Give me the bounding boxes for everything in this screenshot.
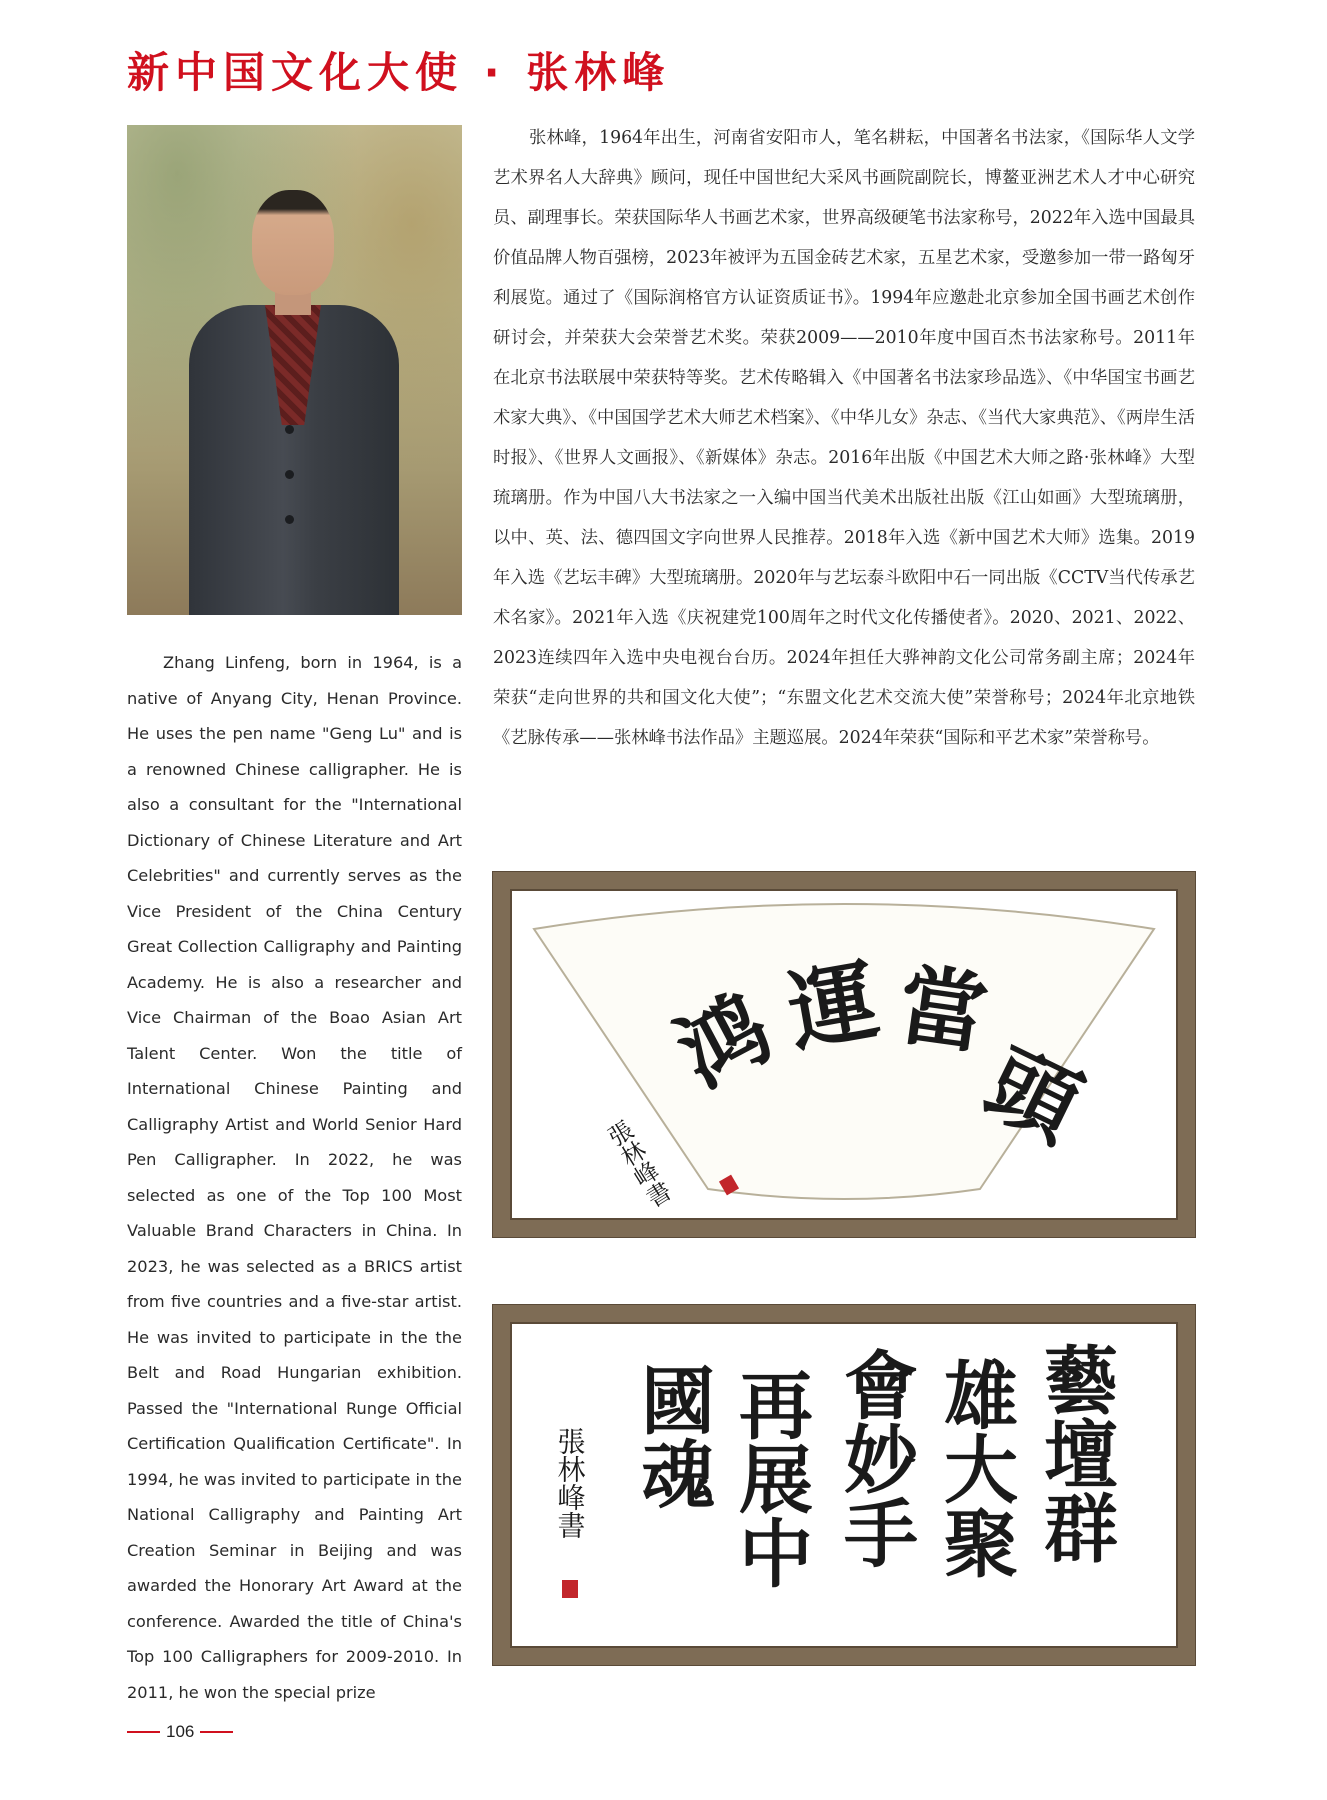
portrait-photo xyxy=(127,125,462,615)
scroll-calligraphy-artwork xyxy=(510,1322,1178,1648)
bio-chinese: 张林峰，1964年出生，河南省安阳市人，笔名耕耘，中国著名书法家，《国际华人文学艺术界名人大辞典》顾问，现任中国世纪大采风书画院副院长，博鳌亚洲艺术人才中心研究员、副理事长。荣获国际华人书画艺术家，世界高级硬笔书法家称号，2022年入选中国最具价值品牌人物百强榜，2023年被评为五国金砖艺术家，五星艺术家，受邀参加一带一路匈牙利展览。通过了《国际润格官方认证资质证书》。1994年应邀赴北京参加全国书画艺术创作研讨会，并荣获大会荣誉艺术奖。荣获2009——2010年度中国百杰书法家称号。2011年在北京书法联展中荣获特等奖。艺术传略辑入《中国著名书法家珍品选》、《中华国宝书画艺术家大典》、《中国国学艺术大师艺术档案》、《中华儿女》杂志、《当代大家典范》、《两岸生活时报》、《世界人文画报》、《新媒体》杂志。2016年出版《中国艺术大师之路·张林峰》大型琉璃册。作为中国八大书法家之一入编中国当代美术出版社出版《江山如画》大型琉璃册，以中、英、法、德四国文字向世界人民推荐。2018年入选《新中国艺术大师》选集。2019年入选《艺坛丰碑》大型琉璃册。2020年与艺坛泰斗欧阳中石一同出版《CCTV当代传承艺术名家》。2021年入选《庆祝建党100周年之时代文化传播使者》。2020、2021、2022、2023连续四年入选中央电视台台历。2024年担任大骅神韵文化公司常务副主席；2024年荣获“走向世界的共和国文化大使”；“东盟文化艺术交流大使”荣誉称号；2024年北京地铁《艺脉传承——张林峰书法作品》主题巡展。2024年荣获“国际和平艺术家”荣誉称号。 xyxy=(493,128,1195,748)
fan-character: 當 xyxy=(892,951,994,1068)
page-footer xyxy=(127,1722,233,1742)
bio-english: Zhang Linfeng, born in 1964, is a native of Anyang City, Henan Province. He uses the pen name "Geng Lu" and is a renowned Chinese calligrapher. He is also a consultant for the "International Dictionary of Chinese Literature and Art Celebrities" and currently serves as the Vice President of the China Century Great Collection Calligraphy and Painting Academy. He is also a researcher and Vice Chairman of the Boao Asian Art Talent Center. Won the title of International Chinese Painting and Calligraphy Artist and World Senior Hard Pen Calligrapher. In 2022, he was selected as one of the Top 100 Most Valuable Brand Characters in China. In 2023, he was selected as a BRICS artist from five countries and a five-star artist. He was invited to participate in the the Belt and Road Hungarian exhibition. Passed the "International Runge Official Certification Qualification Certificate". In 1994, he was invited to participate in the National Calligraphy and Painting Art Creation Seminar in Beijing and was awarded the Honorary Art Award at the conference. Awarded the title of China's Top 100 Calligraphers for 2009-2010. In 2011, he won the special prize xyxy=(127,653,462,1702)
page-title: 新中国文化大使 · 张林峰 xyxy=(127,48,671,97)
scroll-signature: 張林峰書 xyxy=(553,1427,587,1539)
footer-rule-right xyxy=(200,1731,233,1733)
scroll-column: 雄大聚 xyxy=(932,1357,1018,1579)
page-number: 106 xyxy=(166,1722,195,1741)
scroll-column: 藝壇群 xyxy=(1032,1342,1118,1564)
scroll-column: 再展中 xyxy=(727,1367,813,1589)
footer-rule-left xyxy=(127,1731,160,1733)
portrait-head xyxy=(252,190,334,295)
jacket-button xyxy=(285,515,294,524)
scroll-calligraphy-frame xyxy=(493,1305,1195,1665)
scroll-column: 國魂 xyxy=(629,1362,715,1510)
jacket-button xyxy=(285,470,294,479)
fan-character: 鸿 xyxy=(661,974,788,1108)
jacket-button xyxy=(285,425,294,434)
fan-character: 運 xyxy=(780,946,886,1065)
fan-calligraphy-frame xyxy=(493,872,1195,1237)
fan-character: 頭 xyxy=(970,1029,1096,1162)
scroll-column: 會妙手 xyxy=(832,1347,918,1569)
red-seal-stamp xyxy=(562,1580,578,1598)
fan-calligraphy-artwork xyxy=(510,889,1178,1220)
fan-signature: 張林峰書 xyxy=(600,1116,675,1213)
